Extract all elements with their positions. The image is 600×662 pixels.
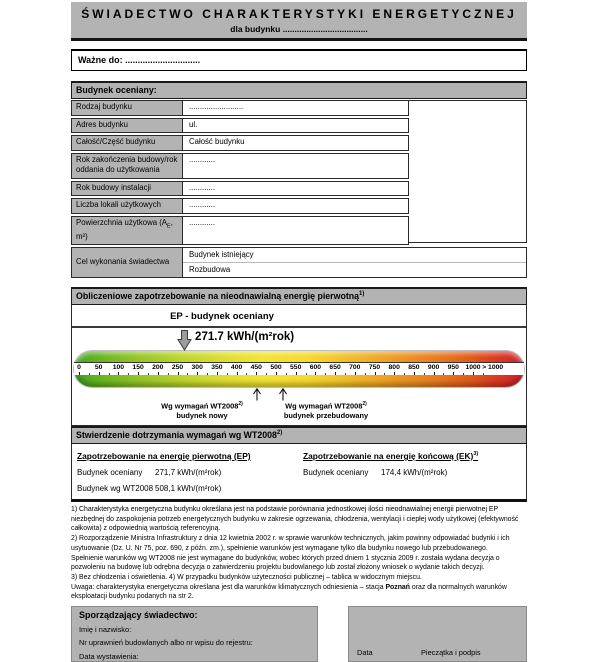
row-label: Adres budynku <box>71 118 183 134</box>
scale-tick-label: 500 <box>270 364 282 372</box>
row-label: Budynek oceniany <box>303 468 369 478</box>
valid-until-label: Ważne do: .............................. <box>78 55 201 65</box>
ep-demand-title: Zapotrzebowanie na energię pierwotną (EP) <box>77 451 251 462</box>
scale-tick-label: 850 <box>408 364 420 372</box>
row-label: Budynek oceniany <box>77 468 143 478</box>
scale-tick-label: 750 <box>368 364 381 372</box>
wt-requirements-row <box>74 387 524 423</box>
footnotes <box>71 505 527 602</box>
scale-tick-label: 700 <box>349 364 361 372</box>
row-value: ......................... <box>183 100 409 116</box>
building-table <box>71 100 527 278</box>
table-row <box>77 468 303 477</box>
preparer-date-line: Data wystawienia: <box>79 651 139 661</box>
purpose-row <box>71 247 527 278</box>
footnote-ref-3: 3) <box>473 451 479 458</box>
building-rows-group <box>71 100 527 245</box>
row-value: ............ <box>183 153 409 179</box>
wt-label-rebuilt-building: Wg wymagań WT2008$^{2)}$ budynek przebudowany <box>283 401 369 421</box>
empty-merged-cell <box>409 100 527 243</box>
scale-tick-label: 150 <box>132 364 144 372</box>
footer <box>71 606 527 662</box>
row-value: 508,1 kWh/(m²rok) <box>155 484 222 494</box>
purpose-value-2: Rozbudowa <box>189 265 231 275</box>
footnote-uwaga: Uwaga: charakterystyka energetyczna określana jest dla warunków klimatycznych odniesienia – stacja Poznań oraz dla normalnych warunków eksploatacji budynku podanych na str 2. <box>71 583 507 601</box>
row-label: Całość/Część budynku <box>71 135 183 151</box>
row-label: Budynek wg WT2008 <box>77 484 154 494</box>
ep-section-header: Obliczeniowe zapotrzebowanie na nieodnawialną energię pierwotną$^{1)}$ <box>71 287 527 305</box>
footnote-ref-2: 2) <box>276 430 283 437</box>
scale-tick-label: 100 <box>112 364 125 372</box>
ek-demand-title: Zapotrzebowanie na energię końcową (EK)$^{3)}$ <box>303 451 479 462</box>
scale-tick-label: 300 <box>191 364 203 372</box>
row-value: ............ <box>183 198 409 214</box>
footnote-1: 1) Charakterystyka energetyczna budynku określana jest na podstawie porównania jednostkowej ilości nieodnawialnej energii pierwotnej EP niezbędnej do zaspokojenia potrzeb energetycznych budynku w zakresie ogrzewania, chłodzenia, wentylacji i ciepłej wody użytkowej (efektywność całkowita) z odpowiednią wartością referencyjną. <box>71 506 519 533</box>
table-row <box>303 468 521 477</box>
compliance-right-column <box>303 451 521 493</box>
purpose-values <box>183 247 527 278</box>
scale-tick-label: 250 <box>171 364 184 372</box>
compliance-section-header: Stwierdzenie dotrzymania wymagań wg WT2008$^{2)}$ <box>71 426 527 444</box>
purpose-value-1: Budynek istniejący <box>183 248 526 263</box>
row-value: 271,7 kWh/(m²rok) <box>155 468 222 478</box>
row-label: Rodzaj budynku <box>71 100 183 116</box>
row-label: Liczba lokali użytkowych <box>71 198 183 214</box>
row-label: Rok budowy instalacji <box>71 181 183 197</box>
certificate-title: ŚWIADECTWO CHARAKTERYSTYKI ENERGETYCZNEJ <box>81 7 517 21</box>
ep-chart-title: EP - budynek oceniany <box>170 311 274 323</box>
preparer-box <box>71 606 318 662</box>
row-value: ............ <box>183 216 409 246</box>
scale-tick-label: 600 <box>309 364 322 372</box>
signature-box <box>348 606 527 662</box>
title-bar <box>71 2 527 41</box>
scale-tick-label: 950 <box>447 364 459 372</box>
energy-scale-bar <box>74 351 524 387</box>
ep-value-label: 271.7 kWh/(m²rok) <box>195 331 295 344</box>
document-content <box>71 2 527 662</box>
wt-label-new-building: Wg wymagań WT2008$^{2)}$ budynek nowy <box>161 401 243 421</box>
scale-tick-label: 800 <box>388 364 400 372</box>
valid-until-box <box>71 49 527 71</box>
preparer-name-line: Imię i nazwisko: <box>79 624 132 634</box>
scale-tick-label: 900 <box>427 364 440 372</box>
footnote-3-4: 3) Bez chłodzenia i oświetlenia. 4) W przypadku budynków użyteczności publicznej – tablica w widocznym miejscu. <box>71 573 422 581</box>
scale-tick-label: 50 <box>94 364 103 372</box>
row-value: 174,4 kWh/(m²rok) <box>381 468 448 478</box>
scale-tick-band <box>74 362 524 375</box>
signature-stamp-label: Pieczątka i podpis <box>421 648 481 658</box>
row-label: Cel wykonania świadectwa <box>71 247 183 278</box>
compliance-box <box>71 444 527 502</box>
row-value: ............ <box>183 181 409 197</box>
preparer-title: Sporządzający świadectwo: <box>79 610 198 621</box>
signature-date-label: Data <box>357 648 373 658</box>
ep-marker-row <box>72 328 526 351</box>
scale-tick-label: 200 <box>152 364 164 372</box>
scale-tick-label: 1000 <box>465 364 481 372</box>
footnote-2: 2) Rozporządzenie Ministra Infrastruktury z dnia 12 kwietnia 2002 r. w sprawie warunków technicznych, jakim powinny odpowiadać budynki i ich usytuowanie (Dz. U. Nr 75, poz. 690, z późn. zm.), spełnienie warunków jest wymagane tylko dla budynku nowego lub przebudowanego. <box>71 535 510 552</box>
row-label: Rok zakończenia budowy/rok oddania do użytkowania <box>71 153 183 179</box>
footnote-ref-1: 1) <box>359 291 365 298</box>
row-value: Całość budynku <box>183 135 409 151</box>
ep-chart-box <box>71 305 527 426</box>
scale-tick-label: > 1000 <box>482 364 504 372</box>
certificate-subtitle: dla budynku .................................... <box>230 24 368 34</box>
preparer-license-line: Nr uprawnień budowlanych albo nr wpisu do rejestru: <box>79 638 253 648</box>
row-label: Powierzchnia użytkowa ($A_E$, m²) <box>71 216 183 246</box>
scale-tick-label: 450 <box>250 364 262 372</box>
row-value: ul. <box>183 118 409 134</box>
scale-tick-label: 0 <box>77 364 81 372</box>
building-section-header: Budynek oceniany: <box>71 81 527 99</box>
scale-tick-label: 350 <box>211 364 223 372</box>
compliance-left-column <box>77 451 303 493</box>
scale-tick-label: 550 <box>290 364 302 372</box>
scale-tick-label: 650 <box>329 364 341 372</box>
footnote-2b: Spełnienie warunków wg WT2008 nie jest wymagane do budynków, wobec których przed dniem 1 stycznia 2009 r. została wydana decyzja o pozwoleniu na budowę lub odrębna decyzja o zatwierdzeniu projektu budowlanego lub został złożony wniosek o wydanie takich decyzji. <box>71 554 500 572</box>
scale-tick-label: 400 <box>230 364 243 372</box>
table-row <box>77 484 303 493</box>
